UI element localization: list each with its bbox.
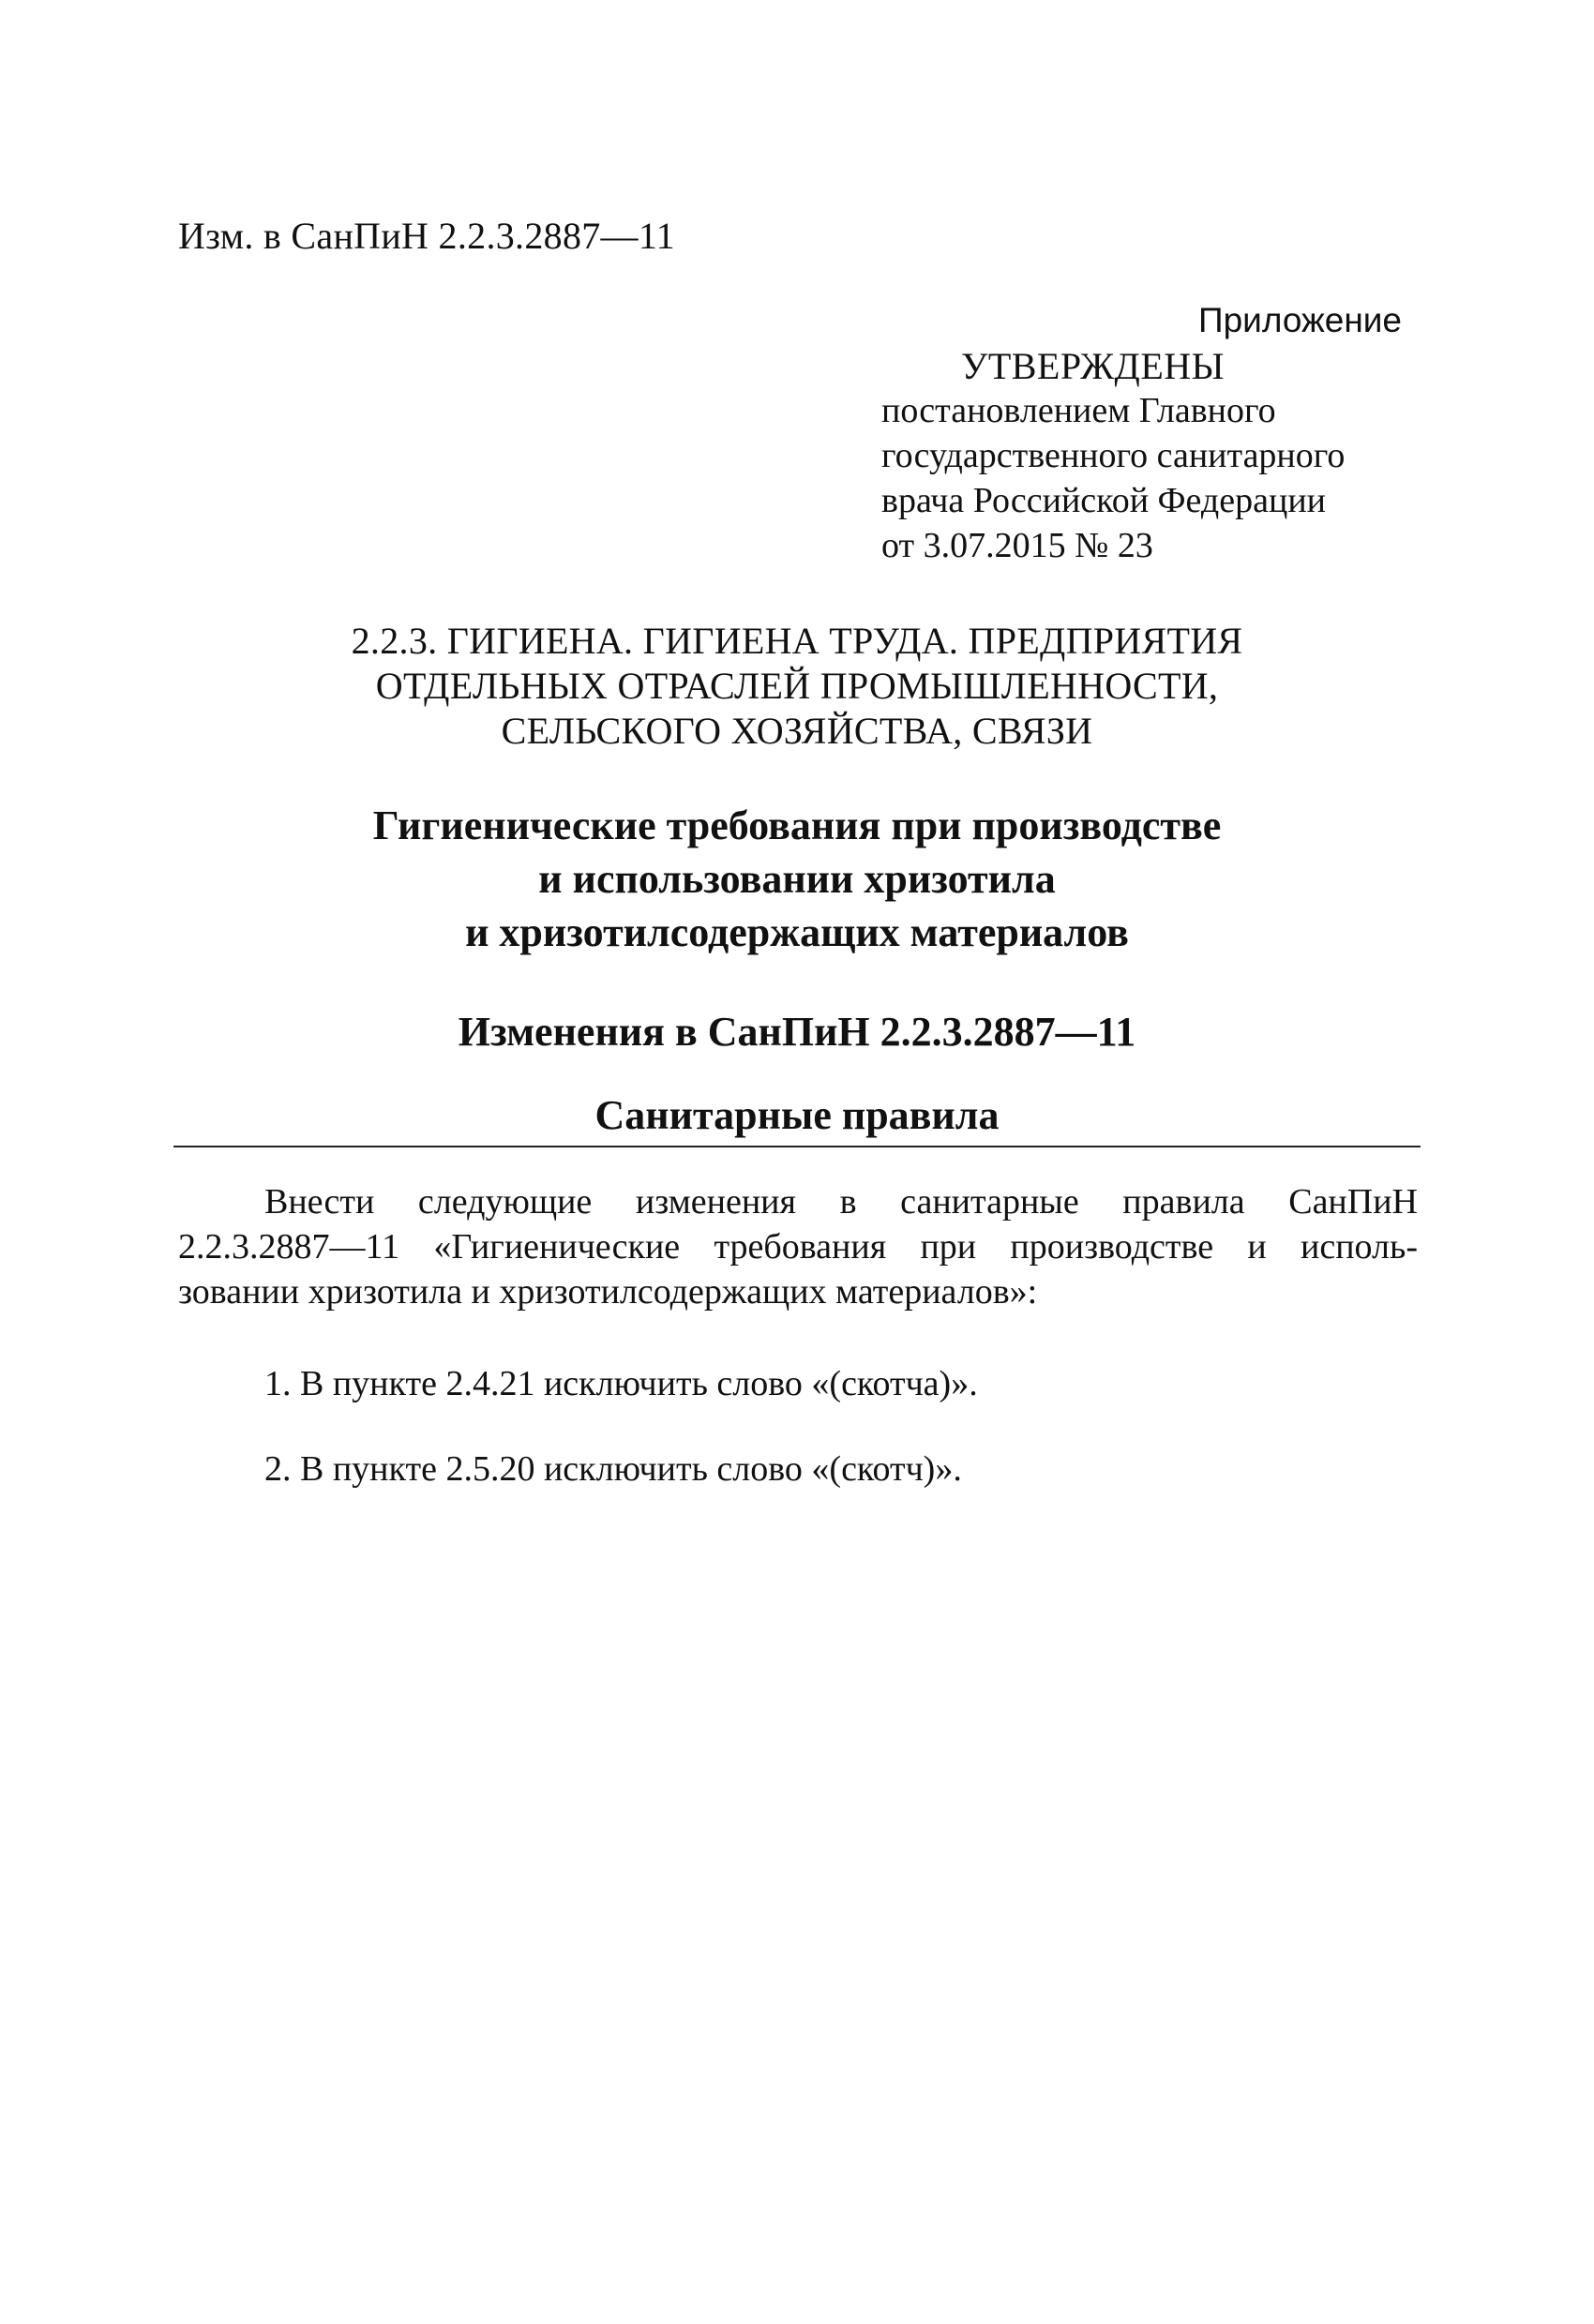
section-heading-line: ОТДЕЛЬНЫХ ОТРАСЛЕЙ ПРОМЫШЛЕННОСТИ, [375, 665, 1219, 707]
rules-title: Санитарные правила [594, 1092, 1000, 1138]
document-title-line: и использовании хризотила [538, 856, 1056, 902]
section-heading [131, 619, 1463, 754]
amendment-item: 2. В пункте 2.5.20 исключить слово «(скотч)». [264, 1449, 962, 1489]
document-title-line: и хризотилсодержащих материалов [465, 909, 1129, 955]
approved-label: УТВЕРЖДЕНЫ [961, 345, 1226, 387]
intro-line: Внести следующие изменения в санитарные правила СанПиН [264, 1182, 1418, 1222]
approval-line: врача Российской Федерации [881, 481, 1326, 520]
appendix-label: Приложение [1197, 301, 1402, 339]
approval-block [881, 388, 1345, 568]
section-heading-line: СЕЛЬСКОГО ХОЗЯЙСТВА, СВЯЗИ [501, 710, 1093, 752]
approval-line: постановлением Главного [881, 391, 1276, 430]
intro-paragraph [178, 1179, 1418, 1314]
intro-line: 2.2.3.2887—11 «Гигиенические требования при производстве и исполь- [178, 1227, 1418, 1267]
amendment-title: Изменения в СанПиН 2.2.3.2887—11 [458, 1009, 1136, 1055]
header-reference: Изм. в СанПиН 2.2.3.2887—11 [178, 215, 675, 257]
section-heading-line: 2.2.3. ГИГИЕНА. ГИГИЕНА ТРУДА. ПРЕДПРИЯТИЯ [351, 620, 1243, 662]
approval-line: государственного санитарного [881, 436, 1346, 475]
document-title [131, 799, 1463, 959]
approval-date-line: от 3.07.2015 № 23 [881, 526, 1153, 565]
amendment-item: 1. В пункте 2.4.21 исключить слово «(скотча)». [264, 1364, 978, 1403]
intro-line: зовании хризотила и хризотилсодержащих материалов»: [178, 1272, 1038, 1312]
horizontal-divider [173, 1146, 1421, 1147]
document-title-line: Гигиенические требования при производстве [372, 802, 1222, 848]
